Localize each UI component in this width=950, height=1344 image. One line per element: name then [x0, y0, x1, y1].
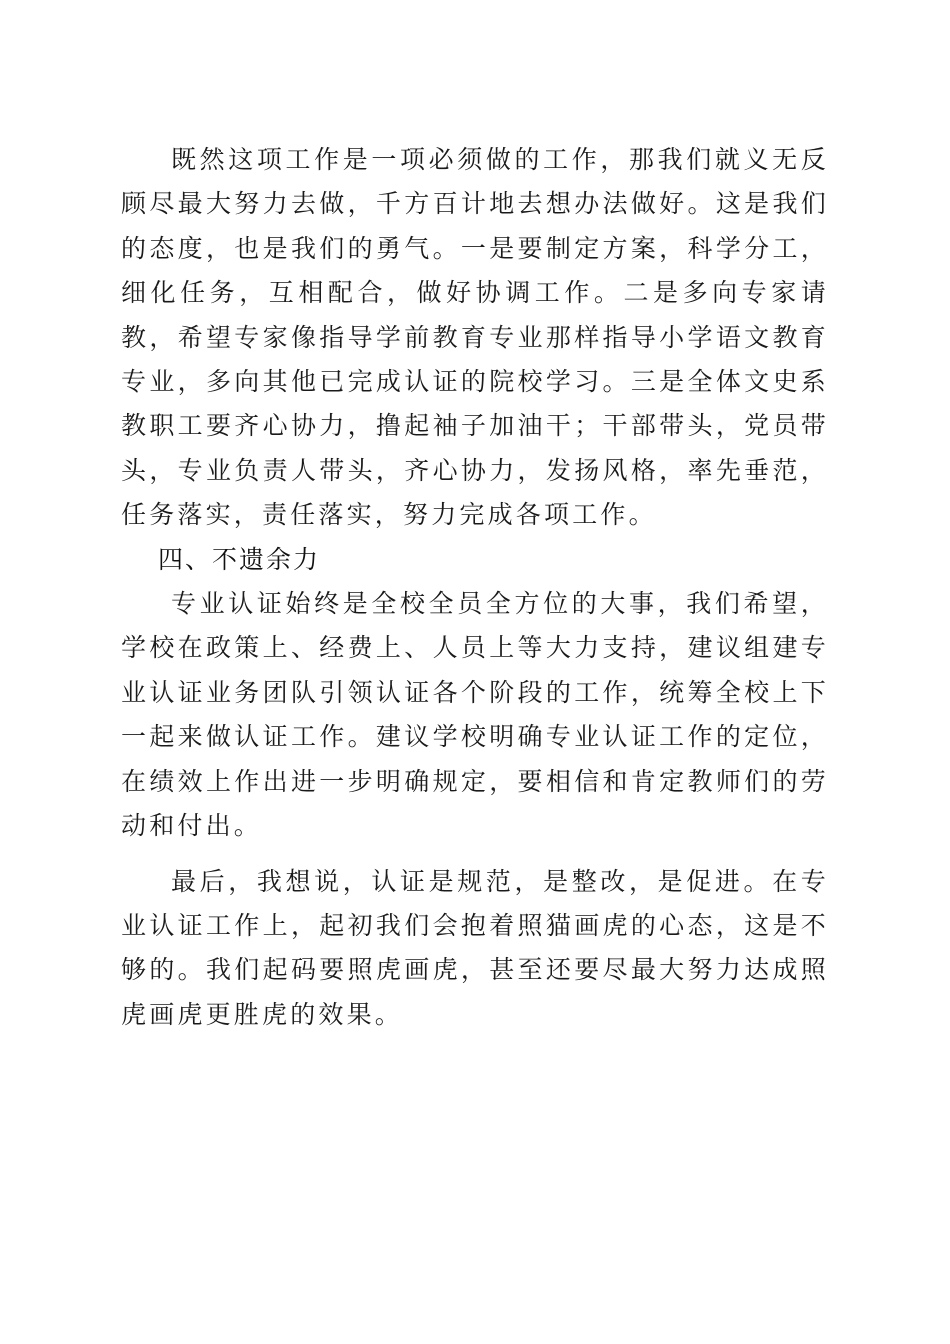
paragraph-approach: 既然这项工作是一项必须做的工作，那我们就义无反顾尽最大努力去做，千方百计地去想办法做好。这是我们的态度，也是我们的勇气。一是要制定方案，科学分工，细化任务，互相配合，做好协调工作。二是多向专家请教，希望专家像指导学前教育专业那样指导小学语文教育专业，多向其他已完成认证的院校学习。三是全体文史系教职工要齐心协力，撸起袖子加油干；干部带头，党员带头，专业负责人带头，齐心协力，发扬风格，率先垂范，任务落实，责任落实，努力完成各项工作。	[121, 145, 829, 530]
paragraph-support: 专业认证始终是全校全员全方位的大事，我们希望，学校在政策上、经费上、人员上等大力支持，建议组建专业认证业务团队引领认证各个阶段的工作，统筹全校上下一起来做认证工作。建议学校明确专业认证工作的定位，在绩效上作出进一步明确规定，要相信和肯定教师们的劳动和付出。	[121, 589, 829, 841]
document-body	[121, 138, 829, 1037]
section-heading-4: 四、不遗余力	[158, 544, 321, 574]
paragraph-conclusion: 最后，我想说，认证是规范，是整改，是促进。在专业认证工作上，起初我们会抱着照猫画虎的心态，这是不够的。我们起码要照虎画虎，甚至还要尽最大努力达成照虎画虎更胜虎的效果。	[121, 866, 829, 1029]
